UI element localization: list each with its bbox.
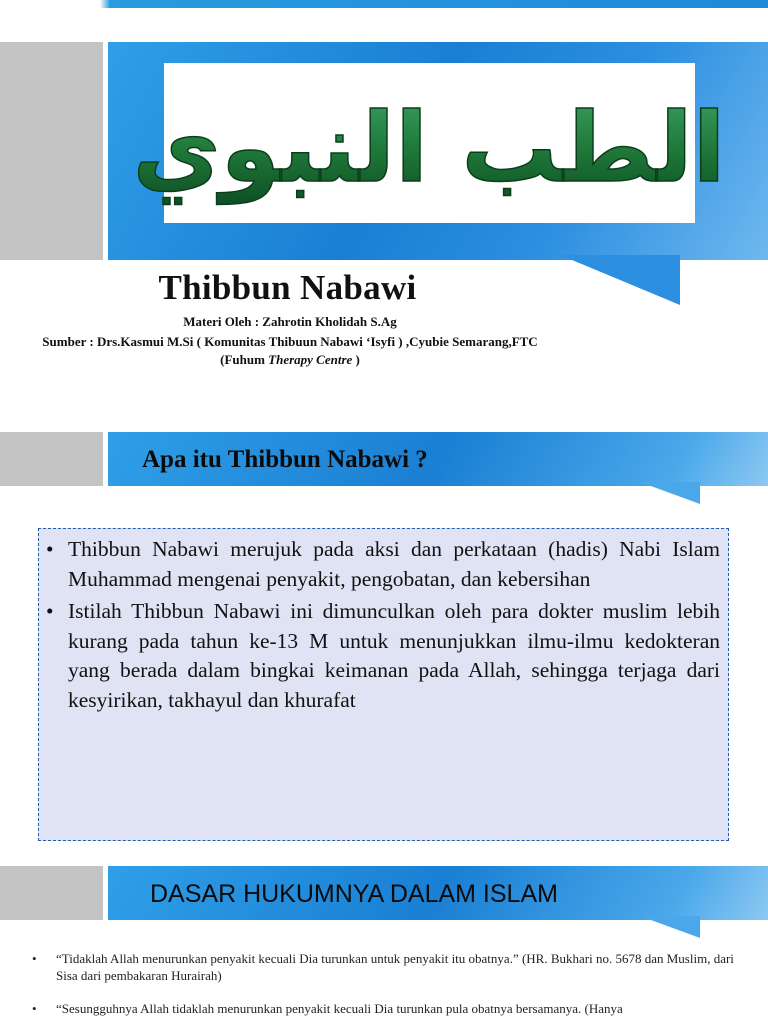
- section-heading: DASAR HUKUMNYA DALAM ISLAM: [150, 880, 558, 908]
- centre-suffix: ): [352, 352, 360, 367]
- calligraphy-panel: [132, 63, 726, 223]
- source-line: Sumber : Drs.Kasmui M.Si ( Komunitas Thibuun Nabawi ‘Isyfi ) ,Cyubie Semarang,FTC: [42, 334, 538, 349]
- grey-accent-block: [0, 432, 103, 486]
- banner-callout-tail: [560, 255, 680, 305]
- centre-prefix: (Fuhum: [220, 352, 269, 367]
- section-heading: Apa itu Thibbun Nabawi ?: [142, 446, 428, 473]
- list-item: • “Sesungguhnya Allah tidaklah menurunkan penyakit kecuali Dia turunkan pula obatnya bersamanya. (Hanya: [32, 1001, 623, 1016]
- banner-callout-tail: [640, 482, 700, 504]
- calligraphy-text: الطب النبوي: [132, 92, 726, 204]
- grey-accent-block: [0, 42, 103, 260]
- list-item: • Istilah Thibbun Nabawi ini dimunculkan oleh para dokter muslim lebih kurang pada tahun ke-13 M untuk menunjukkan ilmu-ilmu kedokteran yang berada dalam bingkai keimanan pada Allah, sehingga terjaga dari kesyirikan, takhayul dan khurafat: [46, 599, 720, 712]
- list-item: • “Tidaklah Allah menurunkan penyakit kecuali Dia turunkan untuk penyakit itu obatnya.” (HR. Bukhari no. 5678 dan Muslim, dari Sisa dari pembakaran Hurairah): [32, 951, 734, 983]
- banner-callout-tail: [640, 916, 700, 938]
- bullet-icon: •: [46, 599, 54, 623]
- list-item: • Thibbun Nabawi merujuk pada aksi dan perkataan (hadis) Nabi Islam Muhammad mengenai penyakit, pengobatan, dan kebersihan: [46, 537, 720, 591]
- definition-box: [38, 528, 729, 841]
- hadith-list: [30, 950, 750, 1033]
- bullet-icon: •: [46, 537, 54, 561]
- grey-accent-block: [0, 866, 103, 920]
- centre-line: [0, 352, 580, 368]
- author-line: Materi Oleh : Zahrotin Kholidah S.Ag: [183, 314, 397, 329]
- arabic-calligraphy-logo: [132, 63, 726, 223]
- bullet-icon: •: [32, 1001, 37, 1016]
- bullet-icon: •: [32, 951, 37, 966]
- centre-italic: Therapy Centre: [268, 352, 353, 367]
- definition-list: [39, 529, 728, 715]
- slide-title: Thibbun Nabawi: [158, 268, 417, 307]
- top-strip: [0, 0, 768, 8]
